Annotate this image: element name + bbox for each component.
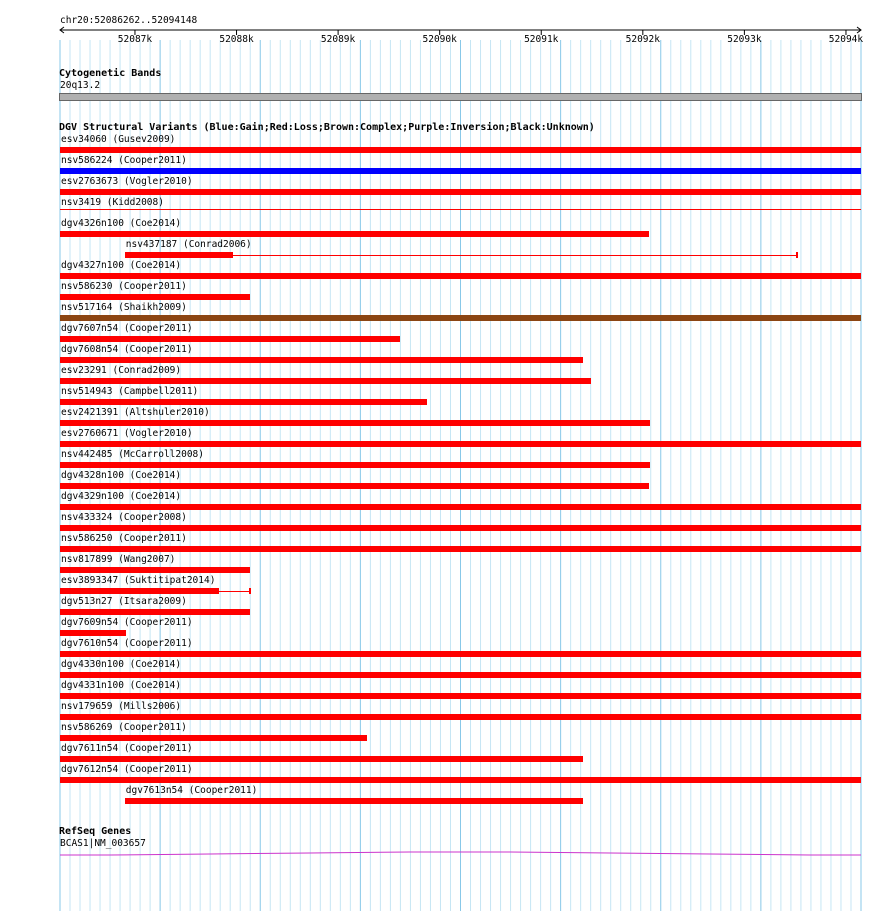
- variant-label[interactable]: dgv4327n100 (Coe2014): [61, 260, 182, 271]
- ruler-tick-label: 52090k: [422, 34, 457, 45]
- variant-bar[interactable]: [60, 525, 861, 531]
- variant-label[interactable]: nsv437187 (Conrad2006): [125, 239, 252, 250]
- variant-bar[interactable]: [60, 441, 861, 447]
- variant-label[interactable]: esv23291 (Conrad2009): [61, 365, 182, 376]
- ruler-tick-label: 52094k: [828, 34, 864, 45]
- variant-label[interactable]: dgv4331n100 (Coe2014): [61, 680, 182, 691]
- variant-bar[interactable]: [60, 231, 649, 237]
- variant-label[interactable]: nsv586250 (Cooper2011): [61, 533, 187, 544]
- variant-label[interactable]: dgv7613n54 (Cooper2011): [125, 785, 258, 796]
- variant-bar[interactable]: [60, 714, 861, 720]
- variant-bar[interactable]: [60, 147, 861, 153]
- cytoband-label[interactable]: 20q13.2: [60, 80, 101, 91]
- variant-label[interactable]: esv3893347 (Suktitipat2014): [61, 575, 216, 586]
- variant-bar[interactable]: [60, 420, 650, 426]
- ruler-tick-label: 52087k: [117, 34, 153, 45]
- variant-end-cap[interactable]: [796, 252, 798, 258]
- variant-bar[interactable]: [60, 567, 250, 573]
- variant-label[interactable]: dgv7607n54 (Cooper2011): [61, 323, 193, 334]
- variant-label[interactable]: nsv586269 (Cooper2011): [61, 722, 187, 733]
- ruler-tick-label: 52092k: [625, 34, 660, 45]
- variant-label[interactable]: dgv7612n54 (Cooper2011): [61, 764, 193, 775]
- variant-bar[interactable]: [60, 735, 367, 741]
- variant-label[interactable]: dgv7609n54 (Cooper2011): [61, 617, 193, 628]
- variant-label[interactable]: dgv4328n100 (Coe2014): [61, 470, 182, 481]
- variant-end-cap[interactable]: [249, 588, 251, 594]
- dgv-track-title[interactable]: DGV Structural Variants (Blue:Gain;Red:Loss;Brown:Complex;Purple:Inversion;Black:Unknown): [59, 122, 595, 133]
- variant-bar[interactable]: [60, 651, 861, 657]
- variant-bar[interactable]: [60, 189, 861, 195]
- ruler-tick-label: 52091k: [524, 34, 559, 45]
- variant-label[interactable]: dgv4329n100 (Coe2014): [61, 491, 182, 502]
- variant-label[interactable]: dgv7610n54 (Cooper2011): [61, 638, 193, 649]
- variant-bar[interactable]: [60, 546, 861, 552]
- variant-bar[interactable]: [60, 294, 250, 300]
- variant-bar[interactable]: [125, 798, 583, 804]
- variant-label[interactable]: nsv433324 (Cooper2008): [61, 512, 187, 523]
- ruler-tick-label: 52089k: [320, 34, 356, 45]
- variant-link-line[interactable]: [219, 591, 249, 592]
- ruler-tick-label: 52093k: [727, 34, 762, 45]
- variant-bar[interactable]: [60, 609, 250, 615]
- variant-label[interactable]: nsv586224 (Cooper2011): [61, 155, 187, 166]
- variant-bar[interactable]: [60, 630, 126, 636]
- variant-bar[interactable]: [60, 462, 650, 468]
- variant-bar[interactable]: [60, 672, 861, 678]
- variant-label[interactable]: nsv517164 (Shaikh2009): [61, 302, 187, 313]
- variant-label[interactable]: nsv514943 (Campbell2011): [61, 386, 199, 397]
- variant-label[interactable]: nsv3419 (Kidd2008): [61, 197, 164, 208]
- variant-label[interactable]: esv2760671 (Vogler2010): [61, 428, 193, 439]
- refseq-gene-line: [60, 852, 861, 855]
- cytoband-track-title[interactable]: Cytogenetic Bands: [59, 68, 162, 79]
- variant-label[interactable]: esv34060 (Gusev2009): [61, 134, 176, 145]
- variant-bar[interactable]: [125, 252, 234, 258]
- ruler-location: chr20:52086262..52094148: [60, 15, 198, 26]
- refseq-gene-label[interactable]: BCAS1|NM_003657: [60, 838, 146, 849]
- variant-bar[interactable]: [60, 693, 861, 699]
- cytoband-bar[interactable]: [59, 93, 862, 101]
- ruler-tick-label: 52088k: [219, 34, 254, 45]
- variant-link-line[interactable]: [233, 255, 797, 256]
- variant-label[interactable]: nsv442485 (McCarroll2008): [61, 449, 204, 460]
- variant-bar[interactable]: [60, 504, 861, 510]
- variant-bar[interactable]: [60, 357, 583, 363]
- variant-bar[interactable]: [60, 209, 861, 210]
- variant-label[interactable]: dgv4330n100 (Coe2014): [61, 659, 182, 670]
- variant-bar[interactable]: [60, 399, 427, 405]
- variant-label[interactable]: dgv513n27 (Itsara2009): [61, 596, 187, 607]
- variant-label[interactable]: nsv586230 (Cooper2011): [61, 281, 187, 292]
- refseq-gene-glyph[interactable]: [0, 846, 890, 862]
- variant-bar[interactable]: [60, 378, 591, 384]
- variant-bar[interactable]: [60, 315, 861, 321]
- variant-bar[interactable]: [60, 336, 400, 342]
- variant-bar[interactable]: [60, 168, 861, 174]
- variant-label[interactable]: esv2421391 (Altshuler2010): [61, 407, 210, 418]
- variant-label[interactable]: dgv4326n100 (Coe2014): [61, 218, 182, 229]
- refseq-track-title[interactable]: RefSeq Genes: [59, 826, 132, 837]
- variant-label[interactable]: nsv817899 (Wang2007): [61, 554, 176, 565]
- variant-bar[interactable]: [60, 756, 583, 762]
- variant-label[interactable]: esv2763673 (Vogler2010): [61, 176, 193, 187]
- variant-label[interactable]: dgv7611n54 (Cooper2011): [61, 743, 193, 754]
- variant-bar[interactable]: [60, 588, 219, 594]
- variant-bar[interactable]: [60, 483, 649, 489]
- variant-bar[interactable]: [60, 273, 861, 279]
- variant-bar[interactable]: [60, 777, 861, 783]
- variant-label[interactable]: dgv7608n54 (Cooper2011): [61, 344, 193, 355]
- variant-label[interactable]: nsv179659 (Mills2006): [61, 701, 182, 712]
